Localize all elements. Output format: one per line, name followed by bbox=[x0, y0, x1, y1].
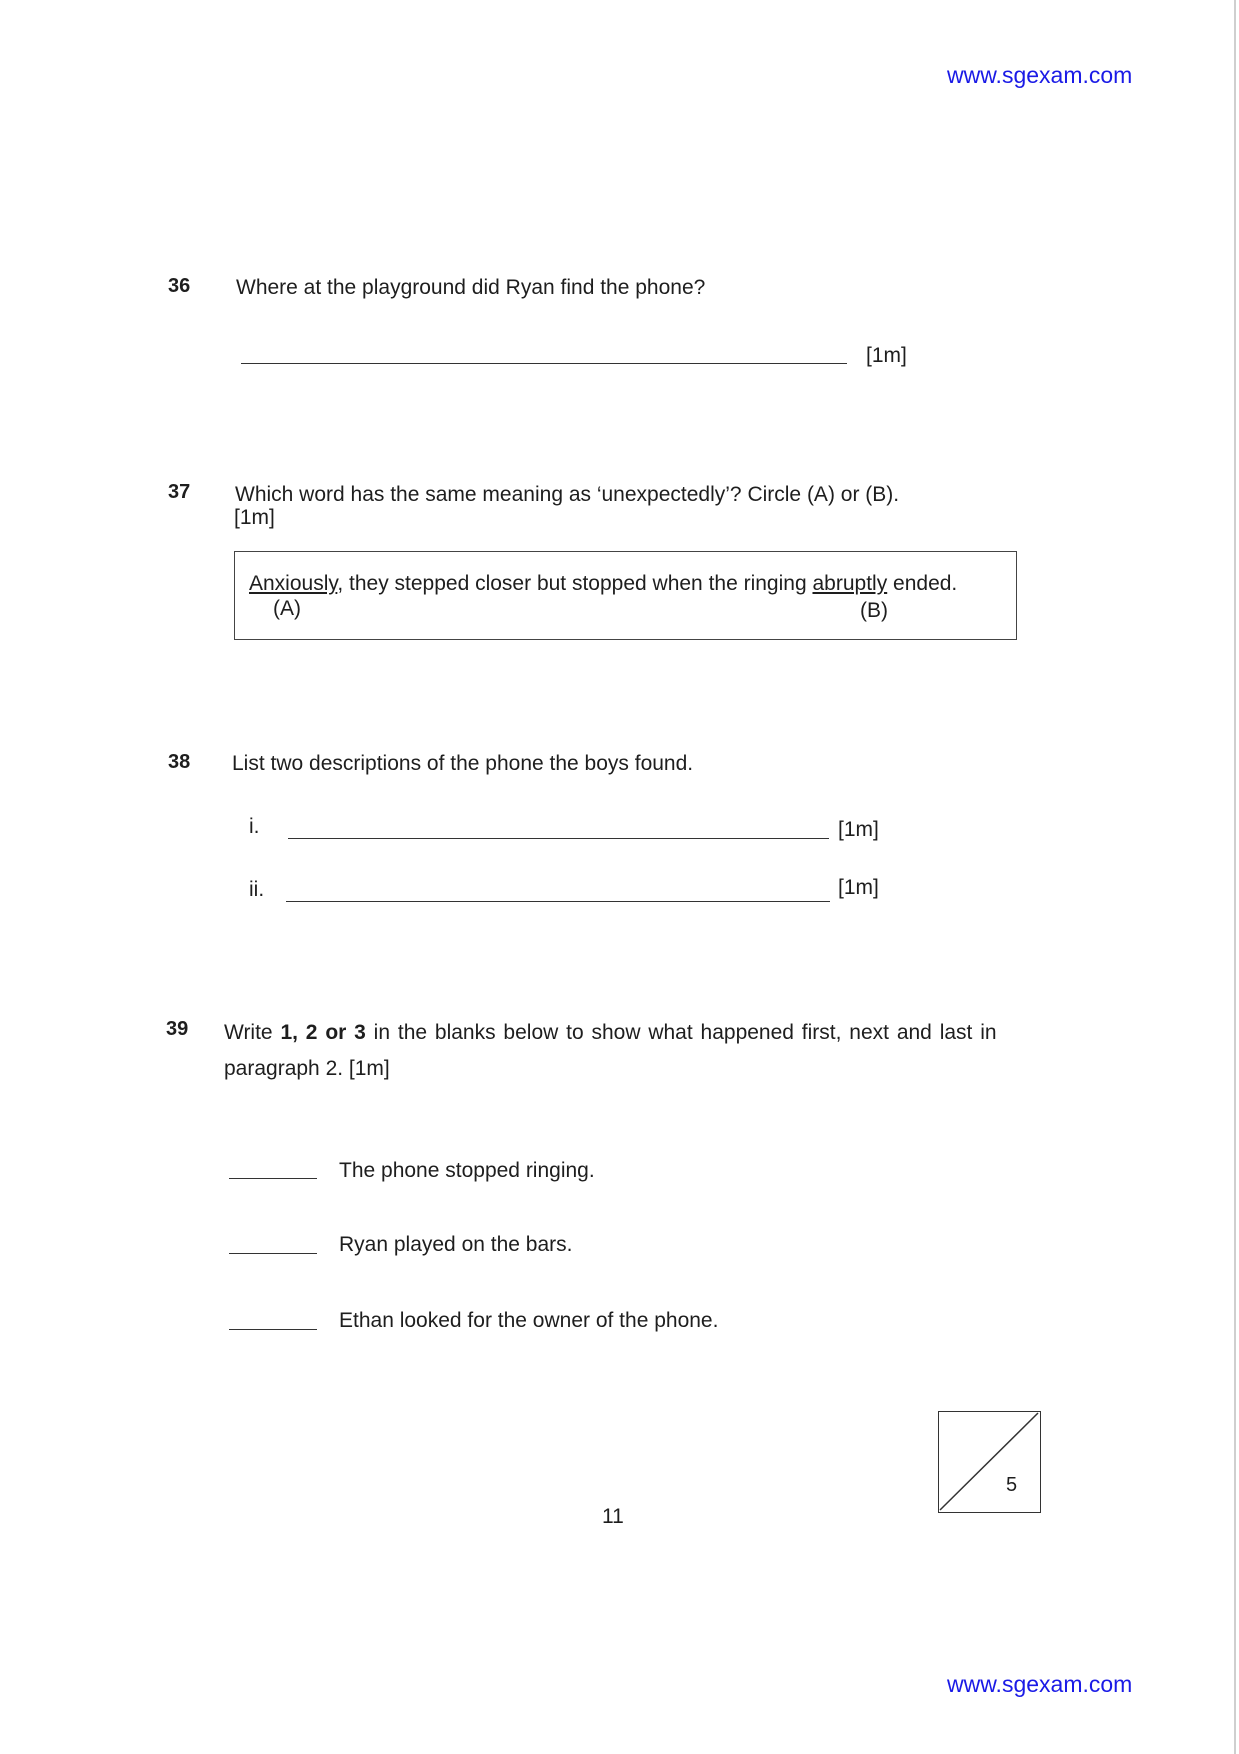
question-37-sentence-box bbox=[234, 551, 1017, 640]
question-37-marks: [1m] bbox=[234, 506, 275, 529]
question-37-sentence bbox=[249, 572, 957, 596]
footer-site-link[interactable]: www.sgexam.com bbox=[947, 1671, 1133, 1697]
option-b-label: (B) bbox=[860, 599, 888, 622]
score-box-total: 5 bbox=[1006, 1474, 1018, 1496]
event-3-blank[interactable] bbox=[229, 1329, 317, 1330]
score-box-diagonal bbox=[939, 1412, 1039, 1511]
question-36-text: Where at the playground did Ryan find the phone? bbox=[236, 276, 706, 299]
question-38-item-i-marks: [1m] bbox=[838, 818, 879, 841]
question-38-text: List two descriptions of the phone the boys found. bbox=[232, 752, 694, 775]
question-38-item-ii-answer-line[interactable] bbox=[286, 901, 830, 902]
sentence-end: ended. bbox=[887, 572, 958, 595]
question-38-number: 38 bbox=[168, 751, 191, 773]
question-38-item-i-label: i. bbox=[249, 815, 260, 838]
question-39-text-post: in the blanks below to show what happened first, next and last in bbox=[365, 1021, 997, 1044]
page-edge bbox=[1234, 0, 1236, 1754]
event-1-text: The phone stopped ringing. bbox=[339, 1159, 595, 1182]
header-site-link[interactable]: www.sgexam.com bbox=[947, 62, 1133, 88]
question-39-text-line2: paragraph 2. [1m] bbox=[224, 1057, 390, 1080]
score-box bbox=[938, 1411, 1041, 1513]
page-number: 11 bbox=[602, 1505, 624, 1528]
question-37-text: Which word has the same meaning as ‘unexpectedly’? Circle (A) or (B). bbox=[235, 483, 900, 506]
event-3-text: Ethan looked for the owner of the phone. bbox=[339, 1309, 719, 1332]
word-option-b[interactable]: abruptly bbox=[812, 572, 888, 595]
question-36-number: 36 bbox=[168, 275, 191, 297]
event-1-blank[interactable] bbox=[229, 1178, 317, 1179]
question-39-text bbox=[224, 1021, 997, 1045]
event-2-text: Ryan played on the bars. bbox=[339, 1233, 573, 1256]
question-38-item-ii-marks: [1m] bbox=[838, 876, 879, 899]
option-a-label: (A) bbox=[273, 597, 301, 620]
question-39-number: 39 bbox=[166, 1018, 189, 1040]
question-38-item-ii-label: ii. bbox=[249, 878, 265, 901]
word-option-a[interactable]: Anxiously bbox=[249, 572, 338, 595]
question-36-marks: [1m] bbox=[866, 344, 907, 367]
question-38-item-i-answer-line[interactable] bbox=[288, 838, 829, 839]
sentence-middle: , they stepped closer but stopped when the ringing bbox=[337, 572, 813, 595]
question-36-answer-line[interactable] bbox=[241, 363, 847, 364]
event-2-blank[interactable] bbox=[229, 1253, 317, 1254]
question-37-number: 37 bbox=[168, 481, 191, 503]
question-39-text-bold: 1, 2 or 3 bbox=[280, 1021, 366, 1044]
question-39-text-pre: Write bbox=[224, 1021, 281, 1044]
